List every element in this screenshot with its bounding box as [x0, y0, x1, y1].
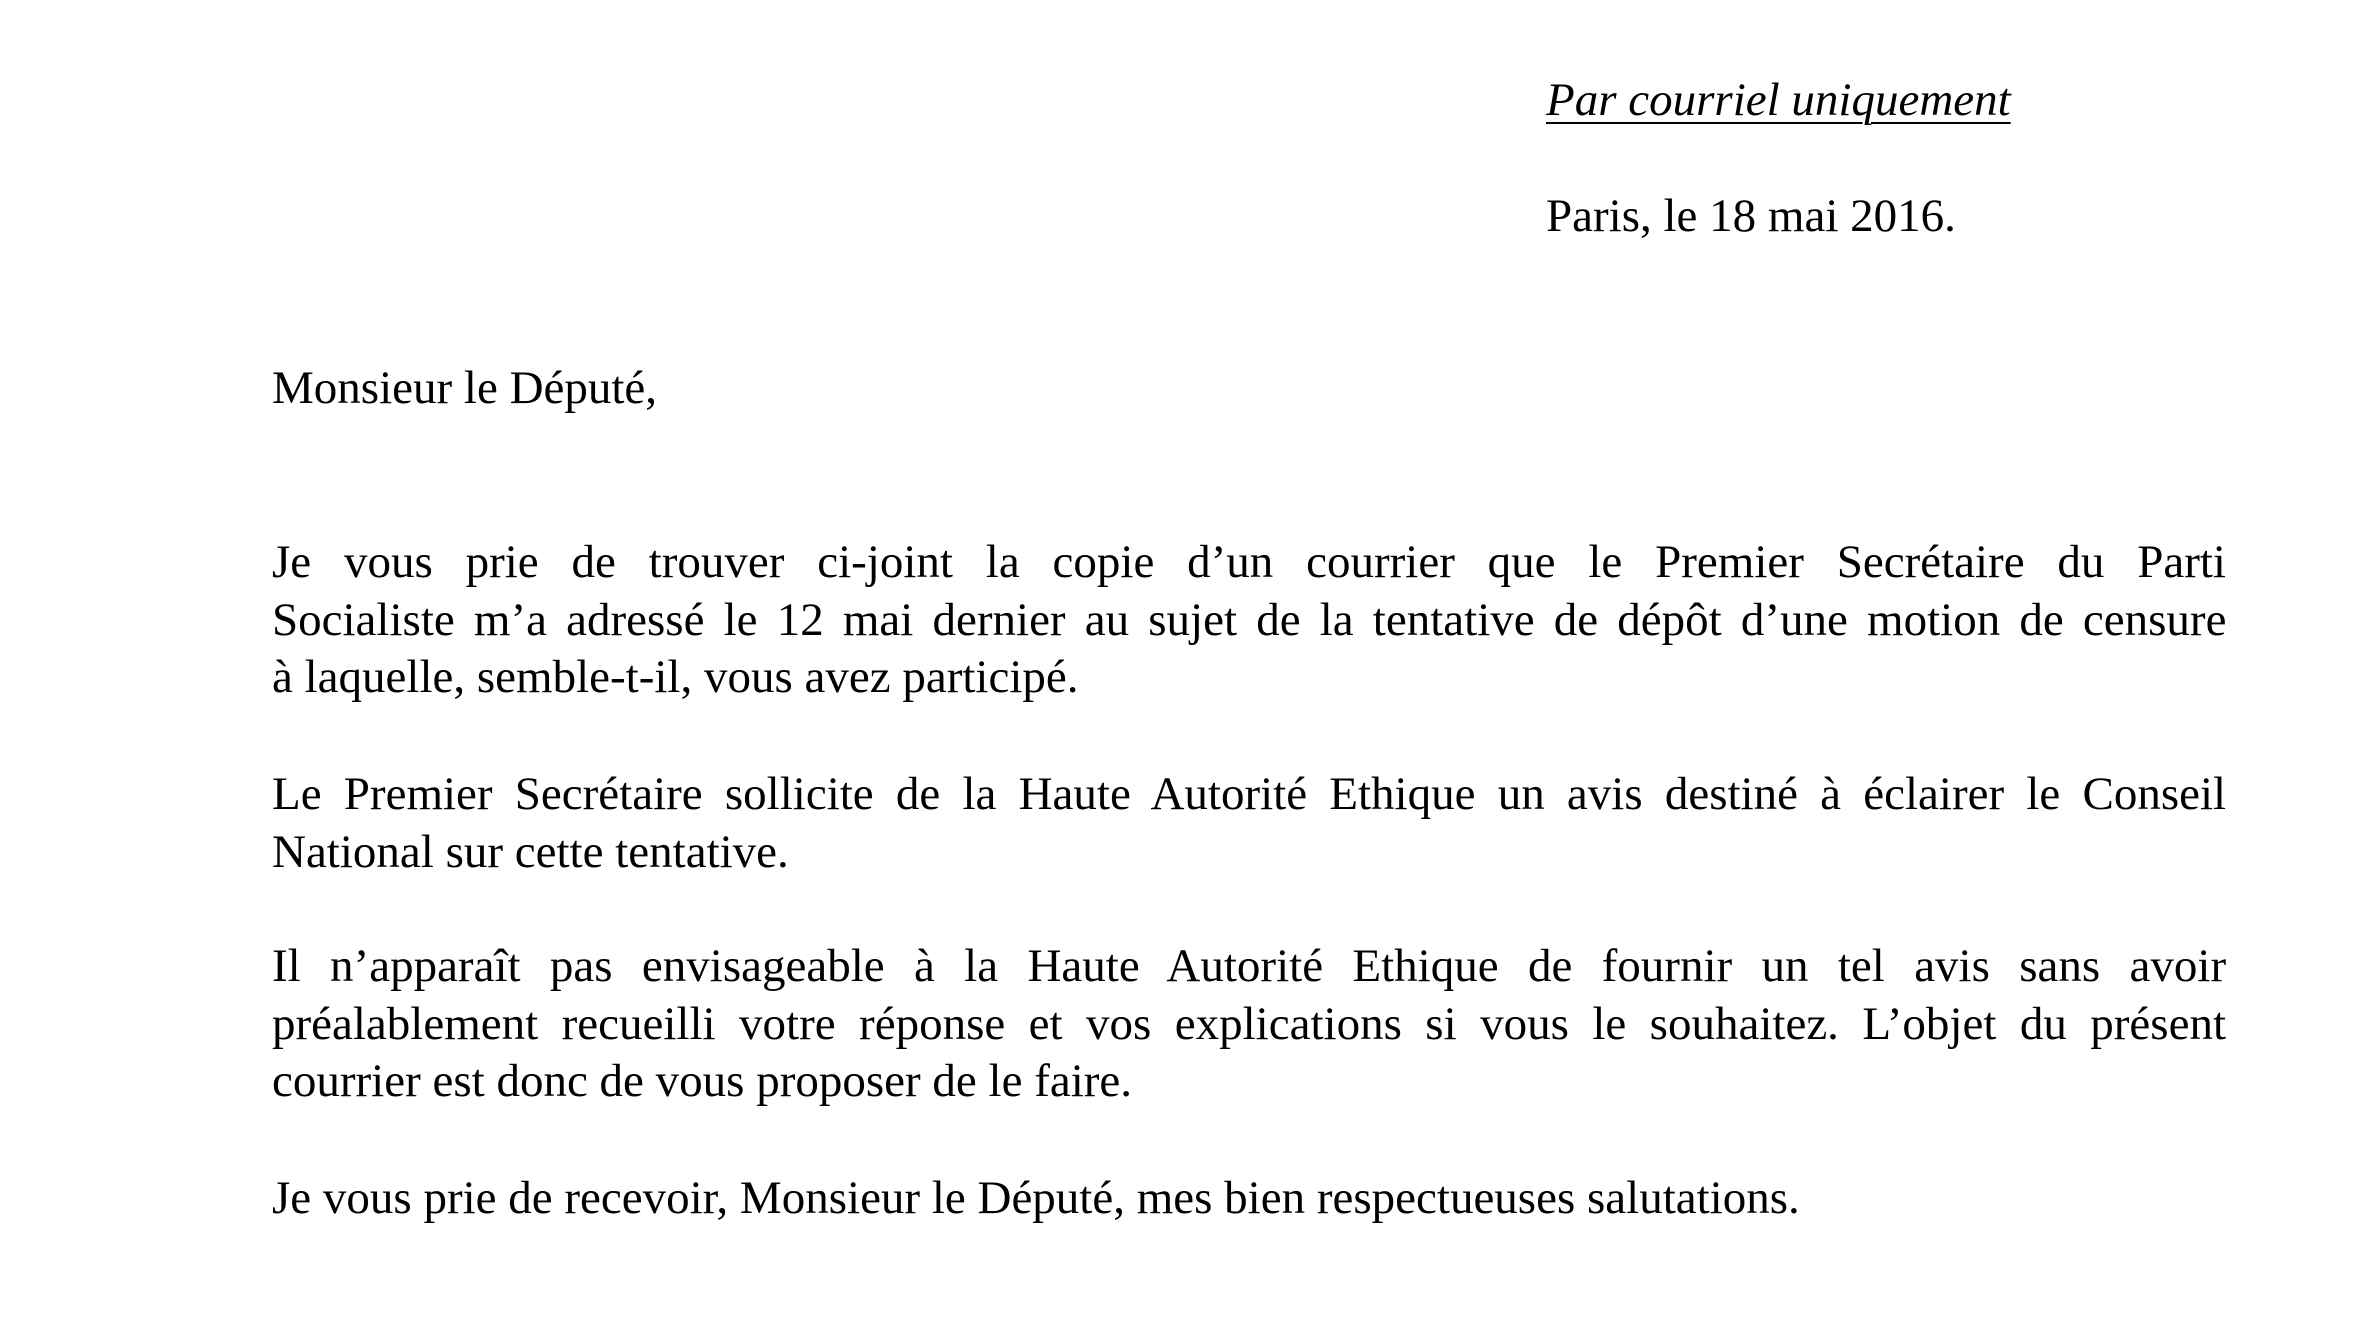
- salutation: Monsieur le Député,: [272, 362, 658, 414]
- place-and-date: Paris, le 18 mai 2016.: [1546, 190, 1956, 242]
- paragraph-3: [272, 938, 2226, 1111]
- paragraph-line: courrier est donc de vous proposer de le faire.: [272, 1055, 1133, 1107]
- paragraph-line: à laquelle, semble-t-il, vous avez participé.: [272, 651, 1079, 703]
- paragraph-line: Il n’apparaît pas envisageable à la Haute Autorité Ethique de fournir un tel avis sans avoir: [272, 940, 2227, 992]
- paragraph-line: préalablement recueilli votre réponse et vos explications si vous le souhaitez. L’objet du présent: [272, 997, 2226, 1050]
- closing-formula: Je vous prie de recevoir, Monsieur le Député, mes bien respectueuses salutations.: [272, 1172, 1800, 1224]
- paragraph-line: Socialiste m’a adressé le 12 mai dernier au sujet de la tentative de dépôt d’une motion de censure: [272, 593, 2227, 646]
- paragraph-line: Je vous prie de trouver ci-joint la copie d’un courrier que le Premier Secrétaire du Parti: [272, 536, 2226, 588]
- paragraph-2: [272, 766, 2226, 881]
- paragraph-line: Le Premier Secrétaire sollicite de la Haute Autorité Ethique un avis destiné à éclairer le Conseil: [272, 768, 2227, 820]
- delivery-note: Par courriel uniquement: [1546, 74, 2011, 126]
- paragraph-line: National sur cette tentative.: [272, 825, 789, 878]
- paragraph-1: [272, 534, 2226, 707]
